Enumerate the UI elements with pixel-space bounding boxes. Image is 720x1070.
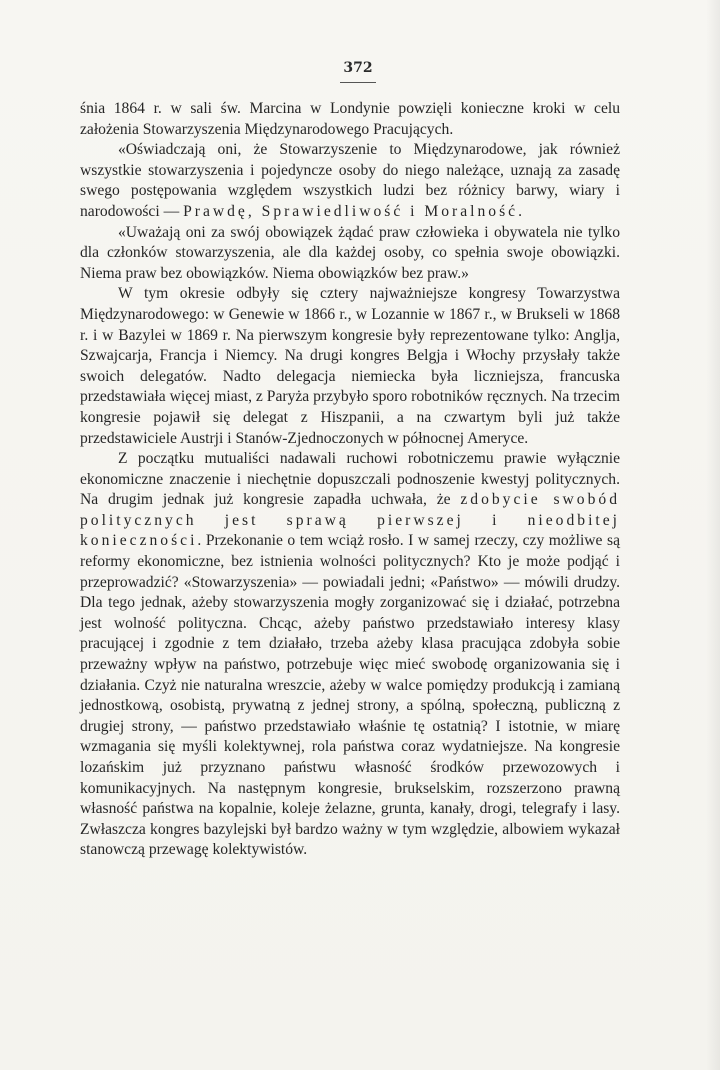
paragraph-3: [80, 223, 620, 285]
page-number-rule: [340, 82, 376, 83]
paragraph-4: [80, 284, 620, 449]
paragraph-1: [80, 99, 620, 140]
page-edge-shadow: [706, 0, 720, 1070]
paragraph-1-text: śnia 1864 r. w sali św. Marcina w Londynie powzięli konieczne kroki w celu założenia Stowarzyszenia Międzynarodowego Pracujących.: [80, 100, 620, 138]
paragraph-3-text: «Uważają oni za swój obowiązek żądać praw człowieka i obywatela nie tylko dla członków stowarzyszenia, ale dla każdej osoby, co spełnia swoje obowiązki. Niema praw bez obowiązków. Niema obowiązków bez praw.»: [80, 223, 620, 282]
paragraph-4-text: W tym okresie odbyły się cztery najważniejsze kongresy Towarzystwa Międzynarodowego: w Genewie w 1866 r., w Lozannie w 1867 r., w Brukseli w 1868 r. i w Bazylei w 1869 r. Na pierwszym kongresie były reprezentowane tylko: Anglja, Szwajcarja, Francja i Niemcy. Na drugi kongres Belgja i Włochy przysłały także swoich delegatów. Nadto delegacja niemiecka była liczniejsza, francuska przedstawiała więcej miast, z Paryża przybyło sporo robotników ręcznych. Na trzecim kongresie pojawił się delegat z Hiszpanii, a na czwartym byli już także przedstawiciele Austrji i Stanów-Zjednoczonych w północnej Ameryce.: [80, 285, 620, 447]
paragraph-5-emphasis: zdobycie swobód politycznych jest sprawą pierwszej i nieodbitej konieczności: [80, 491, 620, 550]
paragraph-5-text-start: Z początku mutualiści nadawali ruchowi robotniczemu prawie wyłącznie ekonomiczne znaczenie i niechętnie dopuszczali podnoszenie kwestyj politycznych. Na drugim jednak już kongresie zapadła uchwała, że: [80, 450, 620, 509]
paragraph-2-emphasis: Prawdę, Sprawiedliwość i Moralność: [183, 202, 519, 220]
body-text: [80, 99, 620, 861]
paragraph-2-text-start: «Oświadczają oni, że Stowarzyszenie to Międzynarodowe, jak również wszystkie stowarzyszenia i pojedyncze osoby do niego należące, uznają za zasadę swego postępowania względem wszystkich ludzi bez różnicy barwy, wiary i narodowości —: [80, 141, 620, 220]
paragraph-2: [80, 140, 620, 222]
page-number: 372: [343, 60, 373, 76]
paragraph-2-text-end: .: [518, 202, 522, 220]
paragraph-5: [80, 449, 620, 861]
paragraph-5-text-end: . Przekonanie o tem wciąż rosło. I w samej rzeczy, czy możliwe są reformy ekonomiczne, bez istnienia wolności politycznych? Kto je może podjąć i przeprowadzić? «Stowarzyszenia» — powiadali jedni; «Państwo» — mówili drudzy. Dla tego jednak, ażeby stowarzyszenia mogły zorganizować się i działać, potrzebna jest wolność polityczna. Chcąc, ażeby państwo przedstawiało interesy klasy pracującej i zgodnie z tem działało, trzeba ażeby klasa pracująca zdobyła sobie przeważny wpływ na państwo, potrzebuje więc mieć swobodę organizowania się i działania. Czyż nie naturalna wreszcie, ażeby w walce pomiędzy produkcją i zamianą jednostkową, osobistą, prywatną z jednej strony, a spólną, społeczną, publiczną z drugiej strony, — państwo przedstawiało właśnie tę ostatnią? I istotnie, w miarę wzmagania się myśli kolektywnej, rola państwa coraz wydatniejsze. Na kongresie lozańskim już przyznano państwu własność środków przewozowych i komunikacyjnych. Na następnym kongresie, brukselskim, rozszerzono prawną własność państwa na kopalnie, koleje żelazne, grunta, kanały, drogi, telegrafy i lasy. Zwłaszcza kongres bazylejski był bardzo ważny w tym względzie, albowiem wykazał stanowczą przewagę kolektywistów.: [80, 532, 620, 859]
